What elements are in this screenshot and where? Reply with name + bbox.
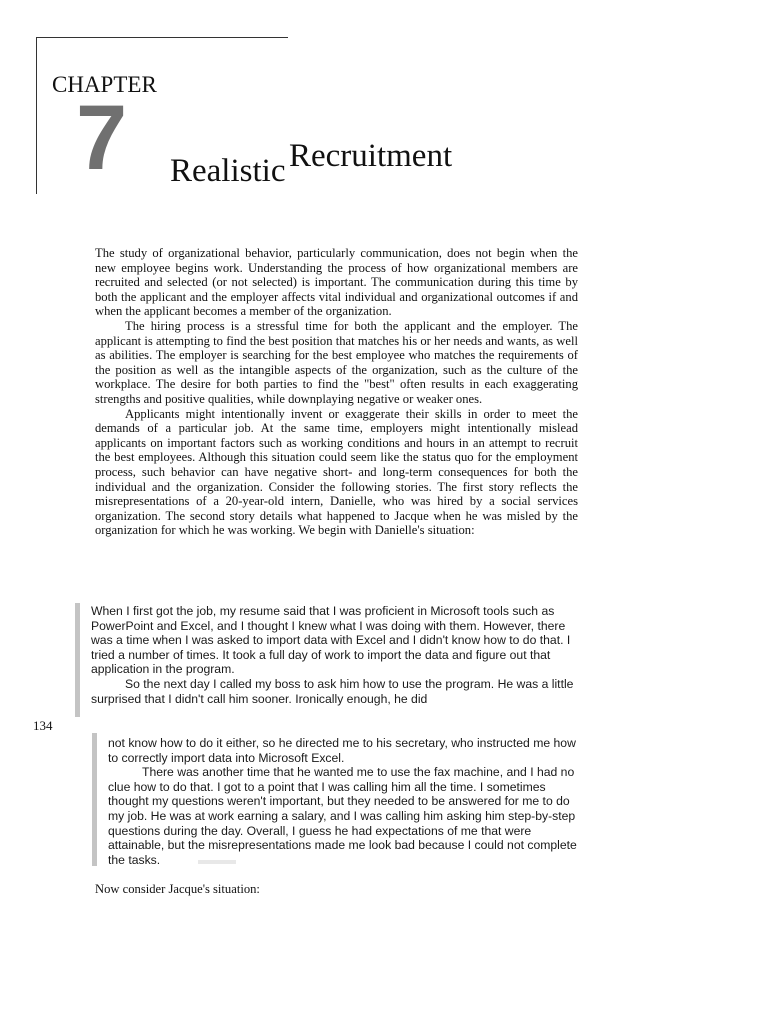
quote2-paragraph-2: There was another time that he wanted me to use the fax machine, and I had no clue how to do that. I got to a point that I was calling him all the time. I sometimes thought my questions weren't important, but they needed to be answered for me to do my job. He was at work earning a salary, and I was calling him asking him step-by-step questions during the day. Overall, I guess he had expectations of me that were attainable, but the misrepresentations made me look bad because I could not complete the tasks. xyxy=(108,765,577,867)
chapter-number xyxy=(76,87,128,189)
quote-bar-1 xyxy=(75,603,80,717)
chapter-title-recruitment: Recruitment xyxy=(289,138,453,174)
body-text xyxy=(95,246,578,538)
chapter-label: CHAPTER xyxy=(52,72,157,97)
chapter-frame-top-rule xyxy=(36,37,288,38)
quote1-paragraph-1: When I first got the job, my resume said that I was proficient in Microsoft tools such as PowerPoint and Excel, and I thought I knew what I was doing with them. However, there was a time when I was asked to import data with Excel and I didn't know how to do that. I tried a number of times. It took a full day of work to import the data and figure out that application in the program. xyxy=(91,604,571,677)
chapter-frame-left-rule xyxy=(36,37,37,194)
quote2-paragraph-1: not know how to do it either, so he directed me to his secretary, who instructed me how to correctly import data into Microsoft Excel. xyxy=(108,736,576,765)
scan-smudge xyxy=(198,860,236,864)
quote1-paragraph-2: So the next day I called my boss to ask him how to use the program. He was a little surprised that I didn't call him sooner. Ironically enough, he did xyxy=(91,676,574,706)
body-paragraph-1: The study of organizational behavior, particularly communication, does not begin when the new employee begins work. Understanding the process of how organizational members are recruited and selected (or not selected) is important. The communication during this time by both the applicant and the employer affects vital individual and organizational outcomes if and when the applicant becomes a member of the organization. xyxy=(95,246,578,319)
block-quote-danielle-part1 xyxy=(91,604,581,706)
closing-line: Now consider Jacque's situation: xyxy=(95,882,260,896)
block-quote-danielle-part2 xyxy=(108,736,580,867)
chapter-title-realistic: Realistic xyxy=(170,153,286,189)
page-number: 134 xyxy=(33,718,53,733)
chapter-number-glyph: 7 xyxy=(76,87,128,189)
body-paragraph-3: Applicants might intentionally invent or exaggerate their skills in order to meet the demands of a particular job. At the same time, employers might intentionally mislead applicants on important factors such as working conditions and hours in an attempt to recruit the best employees. Although this situation could seem like the status quo for the employment process, such behavior can have negative short- and long-term consequences for both the individual and the organization. Consider the following stories. The first story reflects the misrepresentations of a 20-year-old intern, Danielle, who was hired by a social services organization. The second story details what happened to Jacque when he was misled by the organization for which he was working. We begin with Danielle's situation: xyxy=(95,406,578,538)
quote-bar-2 xyxy=(92,733,97,866)
body-paragraph-2: The hiring process is a stressful time for both the applicant and the employer. The applicant is attempting to find the best position that matches his or her needs and wants, as well as abilities. The employer is searching for the best employee who matches the requirements of the position as well as the intangible aspects of the organization, such as the culture of the workplace. The desire for both parties to find the "best" often results in each exaggerating strengths and positive qualities, while downplaying negative or weaker ones. xyxy=(95,318,578,406)
